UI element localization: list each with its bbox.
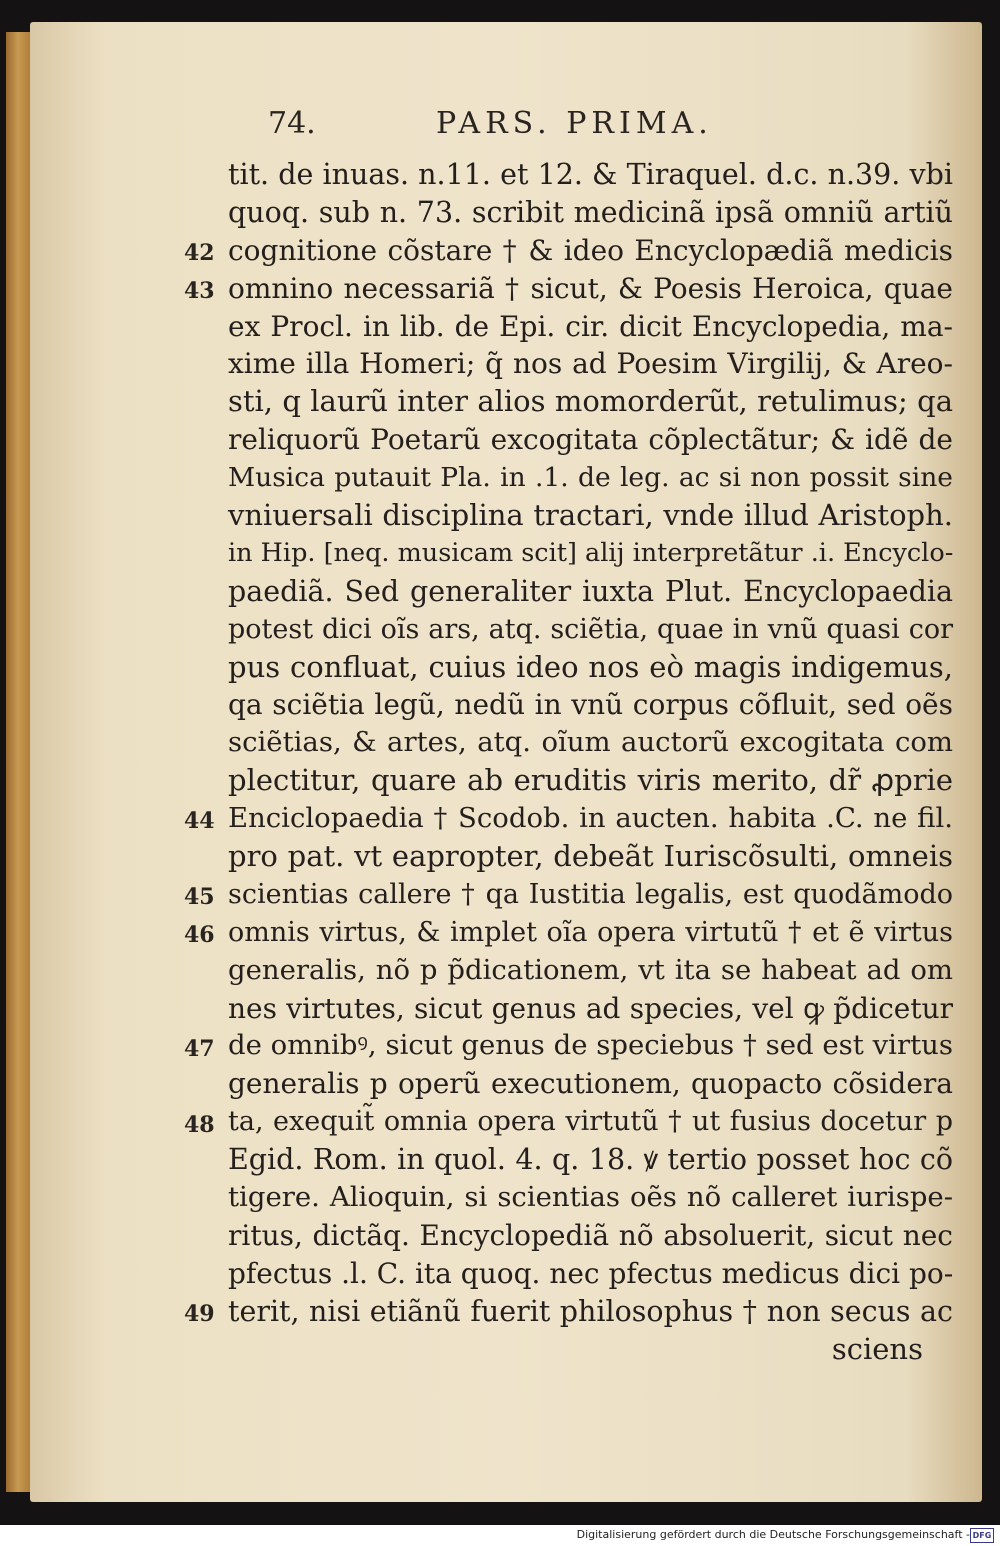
text-line: de omnibꝰ, sicut genus de speciebus † sed est virtus xyxy=(228,1029,953,1062)
running-head xyxy=(232,106,952,146)
text-line: scientias callere † qa Iustitia legalis, est quodãmodo xyxy=(228,878,953,910)
margin-note: 49 xyxy=(184,1301,215,1327)
margin-note: 44 xyxy=(184,808,215,835)
text-line: reliquorũ Poetarũ excogitata cõplectãtur; & idẽ de xyxy=(228,423,953,457)
dfg-logo-icon: DFG xyxy=(970,1528,994,1543)
catchword: sciens xyxy=(831,1331,923,1366)
margin-note: 45 xyxy=(184,884,215,911)
text-line: omnino necessariã † sicut, & Poesis Heroica, quae xyxy=(228,271,953,305)
text-line: pro pat. vt eapropter, debeãt Iuriscõsulti, omneis xyxy=(228,839,953,874)
text-block xyxy=(228,156,953,1369)
text-line: sti, q laurũ inter alios momorderũt, retulimus; qa xyxy=(228,384,953,419)
text-line: paediã. Sed generaliter iuxta Plut. Encyclopaedia xyxy=(228,574,953,608)
text-line: cognitione cõstare † & ideo Encyclopædiã medicis xyxy=(228,233,953,267)
text-line: omnis virtus, & implet oĩa opera virtutũ † et ẽ virtus xyxy=(228,916,953,948)
text-line: potest dici oĩs ars, atq. sciẽtia, quae in vnũ quasi cor xyxy=(228,613,953,645)
text-line: in Hip. [neq. musicam scit] alij interpretãtur .i. Encyclo- xyxy=(228,537,954,568)
text-line: ex Procl. in lib. de Epi. cir. dicit Encyclopedia, ma- xyxy=(228,309,953,343)
text-line: Enciclopaedia † Scodob. in aucten. habita .C. ne fil. xyxy=(228,802,953,835)
text-line: xime illa Homeri; q̃ nos ad Poesim Virgilij, & Areo- xyxy=(228,347,953,381)
text-line: quoq. sub n. 73. scribit medicinã ipsã omniũ artiũ xyxy=(228,195,953,229)
text-line: generalis p operũ executionem, quopacto cõsidera xyxy=(228,1067,953,1101)
text-line: terit, nisi etiãnũ fuerit philosophus † non secus ac xyxy=(228,1294,953,1328)
footer-credit: Digitalisierung gefördert durch die Deutsche Forschungsgemeinschaft - xyxy=(576,1528,970,1541)
text-line: pus confluat, cuius ideo nos eò magis indigemus, xyxy=(228,649,953,684)
text-line: tigere. Alioquin, si scientias oẽs nõ calleret iurispe- xyxy=(228,1181,953,1214)
digitization-footer xyxy=(0,1525,1000,1546)
text-line: vniuersali disciplina tractari, vnde illud Aristoph. xyxy=(228,498,953,533)
text-line: tit. de inuas. n.11. et 12. & Tiraquel. d.c. n.39. vbi xyxy=(228,158,953,191)
page-number: 74. xyxy=(268,106,316,141)
text-line: pfectus .l. C. ita quoq. nec pfectus medicus dici po- xyxy=(228,1256,954,1290)
margin-note: 43 xyxy=(184,277,215,304)
text-line: qa sciẽtia legũ, nedũ in vnũ corpus cõfluit, sed oẽs xyxy=(228,688,953,722)
text-line: plectitur, quare ab eruditis viris merito, dr̃ ꝓprie xyxy=(228,763,953,798)
margin-note: 46 xyxy=(184,922,215,948)
text-line: nes virtutes, sicut genus ad species, vel ꝙ p̃dicetur xyxy=(228,991,953,1025)
text-line: generalis, nõ p p̃dicationem, vt ita se habeat ad om xyxy=(228,953,953,986)
text-line: Musica putauit Pla. in .1. de leg. ac si non possit sine xyxy=(228,462,953,494)
margin-note: 48 xyxy=(184,1111,215,1138)
text-line: ta, exequit̃ omnia opera virtutũ † ut fusius docetur p xyxy=(228,1106,953,1138)
text-line: ritus, dictãq. Encyclopediã nõ absoluerit, sicut nec xyxy=(228,1218,953,1252)
text-line: sciẽtias, & artes, atq. oĩum auctorũ excogitata com xyxy=(228,726,953,759)
running-title: PARS. PRIMA. xyxy=(436,106,713,141)
text-line: Egid. Rom. in quol. 4. q. 18. ꝟ tertio posset hoc cõ xyxy=(228,1143,953,1177)
margin-note: 42 xyxy=(184,239,215,266)
margin-note: 47 xyxy=(184,1035,215,1062)
